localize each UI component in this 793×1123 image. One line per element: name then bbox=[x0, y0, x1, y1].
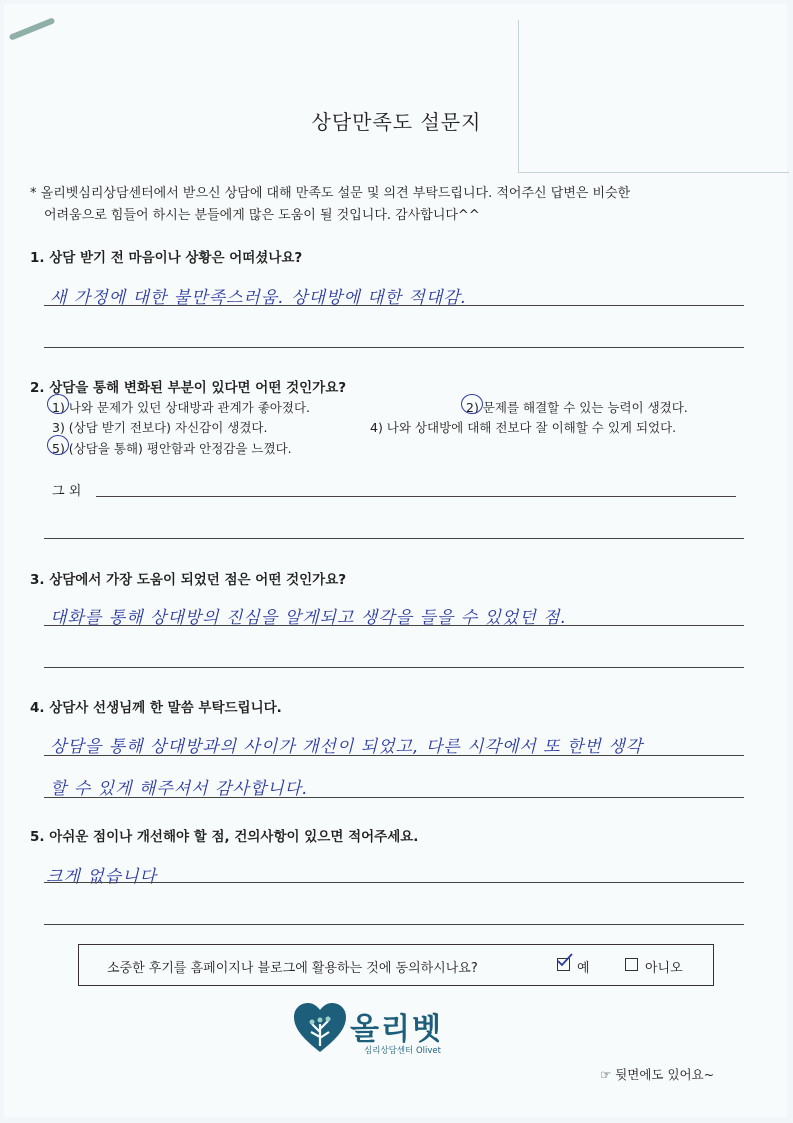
question-4: 4. 상담사 선생님께 한 말씀 부탁드립니다. bbox=[30, 700, 282, 716]
answer-3: 대화를 통해 상대방의 진심을 알게되고 생각을 들을 수 있었던 점. bbox=[50, 608, 568, 628]
option-5: 5) (상담을 통해) 평안함과 안정감을 느꼈다. bbox=[52, 441, 292, 456]
answer-line bbox=[44, 347, 744, 348]
consent-question: 소중한 후기를 홈페이지나 블로그에 활용하는 것에 동의하시나요? bbox=[107, 961, 478, 976]
logo-name: 올리벳 bbox=[350, 1012, 443, 1047]
question-2: 2. 상담을 통해 변화된 부분이 있다면 어떤 것인가요? bbox=[30, 380, 347, 396]
answer-line bbox=[96, 496, 736, 497]
footer-note: ☞ 뒷면에도 있어요~ bbox=[600, 1067, 715, 1082]
option-1: 1) 나와 문제가 있던 상대방과 관계가 좋아졌다. bbox=[52, 400, 310, 415]
answer-1: 새 가정에 대한 불만족스러움. 상대방에 대한 적대감. bbox=[50, 288, 468, 308]
answer-line bbox=[44, 755, 744, 756]
selected-mark-2 bbox=[461, 394, 483, 414]
olivet-logo bbox=[292, 1002, 462, 1062]
answer-line bbox=[44, 305, 744, 306]
selected-mark-1 bbox=[47, 394, 69, 414]
answer-line bbox=[44, 924, 744, 925]
answer-5: 크게 없습니다 bbox=[46, 867, 157, 887]
question-5: 5. 아쉬운 점이나 개선해야 할 점, 건의사항이 있으면 적어주세요. bbox=[30, 829, 419, 845]
selected-mark-5 bbox=[47, 435, 69, 455]
answer-4-line-2: 할 수 있게 해주셔서 감사합니다. bbox=[50, 779, 309, 799]
heart-tree-icon bbox=[292, 1002, 348, 1054]
yes-checkbox[interactable] bbox=[557, 958, 570, 971]
intro-text bbox=[30, 183, 750, 227]
option-3: 3) (상담 받기 전보다) 자신감이 생겼다. bbox=[52, 420, 268, 435]
intro-line-2: 어려움으로 힘들어 하시는 분들에게 많은 도움이 될 것입니다. 감사합니다^^ bbox=[44, 208, 480, 223]
other-label: 그 외 bbox=[52, 484, 82, 499]
no-label: 아니오 bbox=[645, 961, 683, 976]
intro-line-1: * 올리벳심리상담센터에서 받으신 상담에 대해 만족도 설문 및 의견 부탁드립니다. 적어주신 답변은 비슷한 bbox=[30, 186, 631, 201]
question-3: 3. 상담에서 가장 도움이 되었던 점은 어떤 것인가요? bbox=[30, 572, 347, 588]
question-1: 1. 상담 받기 전 마음이나 상황은 어떠셨나요? bbox=[30, 250, 303, 266]
no-checkbox[interactable] bbox=[625, 958, 638, 971]
check-icon bbox=[557, 953, 573, 969]
yes-label: 예 bbox=[577, 961, 590, 976]
consent-box bbox=[78, 944, 714, 986]
logo-subtitle: 심리상담센터 Olivet bbox=[364, 1046, 441, 1056]
answer-line bbox=[44, 625, 744, 626]
page-title: 상담만족도 설문지 bbox=[311, 110, 482, 134]
answer-line bbox=[44, 882, 744, 883]
answer-line bbox=[44, 538, 744, 539]
option-2: 2) 문제를 해결할 수 있는 능력이 생겼다. bbox=[466, 400, 688, 415]
answer-4-line-1: 상담을 통해 상대방과의 사이가 개선이 되었고, 다른 시각에서 또 한번 생각 bbox=[50, 737, 644, 757]
answer-line bbox=[44, 797, 744, 798]
answer-line bbox=[44, 667, 744, 668]
fold-mark bbox=[518, 20, 789, 173]
option-4: 4) 나와 상대방에 대해 전보다 잘 이해할 수 있게 되었다. bbox=[370, 420, 677, 435]
